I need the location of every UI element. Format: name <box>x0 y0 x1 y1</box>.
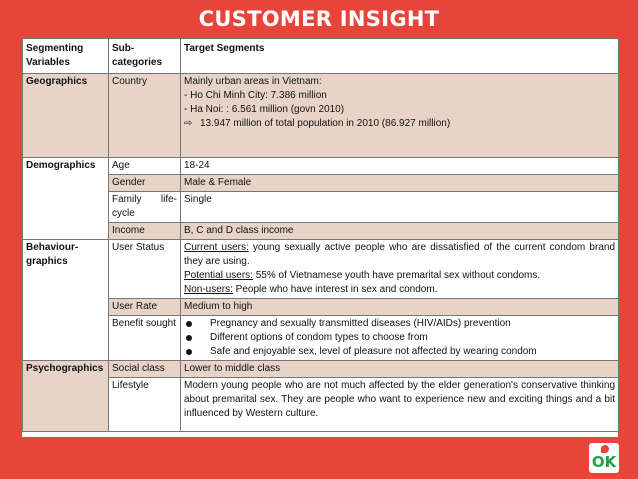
target-line: - Ho Chi Minh City: 7.386 million <box>184 90 327 101</box>
behaviour-target <box>181 240 619 299</box>
psychographics-target: Lower to middle class <box>181 361 619 378</box>
non-users-text: People who have interest in sex and condom. <box>232 284 438 295</box>
geographics-target <box>181 74 619 158</box>
user-status-non <box>184 283 615 297</box>
behaviour-sub: User Rate <box>109 299 181 316</box>
geographics-sub: Country <box>109 74 181 158</box>
demographics-target: 18-24 <box>181 158 619 175</box>
current-users-label: Current users: <box>184 242 249 253</box>
table-row <box>23 74 619 158</box>
bullet-icon <box>186 349 192 355</box>
benefit-text: Pregnancy and sexually transmitted diseases (HIV/AIDs) prevention <box>210 318 511 329</box>
table-row <box>23 240 619 299</box>
behaviour-sub: Benefit sought <box>109 316 181 361</box>
behaviour-target <box>181 316 619 361</box>
demographics-target: Single <box>181 192 619 223</box>
header-variables: Segmenting Variables <box>23 39 109 74</box>
target-line <box>184 117 615 131</box>
behaviour-target: Medium to high <box>181 299 619 316</box>
behaviour-sub: User Status <box>109 240 181 299</box>
demographics-label: Demographics <box>23 158 109 240</box>
ok-logo <box>589 443 619 473</box>
benefit-text: Different options of condom types to choose from <box>210 332 428 343</box>
target-line-text: 13.947 million of total population in 2010 (86.927 million) <box>200 118 451 129</box>
user-status-potential <box>184 269 615 283</box>
psychographics-sub: Social class <box>109 361 181 378</box>
header-target: Target Segments <box>181 39 619 74</box>
table-row <box>23 175 619 192</box>
insight-table <box>22 38 619 432</box>
table-row <box>23 192 619 223</box>
potential-users-text: 55% of Vietnamese youth have premarital sex without condoms. <box>252 270 541 281</box>
demographics-sub: Income <box>109 223 181 240</box>
table-row <box>23 158 619 175</box>
logo-text: OK <box>591 453 617 471</box>
arrow-icon: ⇨ <box>184 118 193 129</box>
table-row <box>23 361 619 378</box>
table-row <box>23 223 619 240</box>
target-line: - Ha Noi: : 6.561 million (govn 2010) <box>184 104 345 115</box>
non-users-label: Non-users: <box>184 284 233 295</box>
benefit-item <box>184 345 615 359</box>
psychographics-target: Modern young people who are not much affected by the elder generation's conservative thinking about premarital sex. They are people who want to experience new and exciting things and a bit influenced by Western culture. <box>181 378 619 432</box>
current-users-text: young sexually active people who are dissatisfied of the current condom brand they are using. <box>184 242 615 267</box>
user-status-current <box>184 241 615 269</box>
table-row <box>23 378 619 432</box>
demographics-target: B, C and D class income <box>181 223 619 240</box>
bullet-icon <box>186 321 192 327</box>
potential-users-label: Potential users: <box>184 270 253 281</box>
header-subcategories: Sub-categories <box>109 39 181 74</box>
geographics-label: Geographics <box>23 74 109 158</box>
demographics-sub: Gender <box>109 175 181 192</box>
table-row <box>23 299 619 316</box>
benefit-text: Safe and enjoyable sex, level of pleasure not affected by wearing condom <box>210 346 537 357</box>
page-title: CUSTOMER INSIGHT <box>198 7 440 31</box>
behaviour-label: Behaviour-graphics <box>23 240 109 361</box>
benefit-item <box>184 317 615 331</box>
psychographics-sub: Lifestyle <box>109 378 181 432</box>
insight-table-container <box>22 38 618 437</box>
leaf-icon <box>601 445 609 453</box>
benefit-item <box>184 331 615 345</box>
table-row <box>23 316 619 361</box>
demographics-sub: Family life-cycle <box>109 192 181 223</box>
table-header-row <box>23 39 619 74</box>
target-line: Mainly urban areas in Vietnam: <box>184 76 322 87</box>
title-bar <box>0 0 638 38</box>
demographics-sub: Age <box>109 158 181 175</box>
demographics-target: Male & Female <box>181 175 619 192</box>
psychographics-label: Psychographics <box>23 361 109 432</box>
bullet-icon <box>186 335 192 341</box>
